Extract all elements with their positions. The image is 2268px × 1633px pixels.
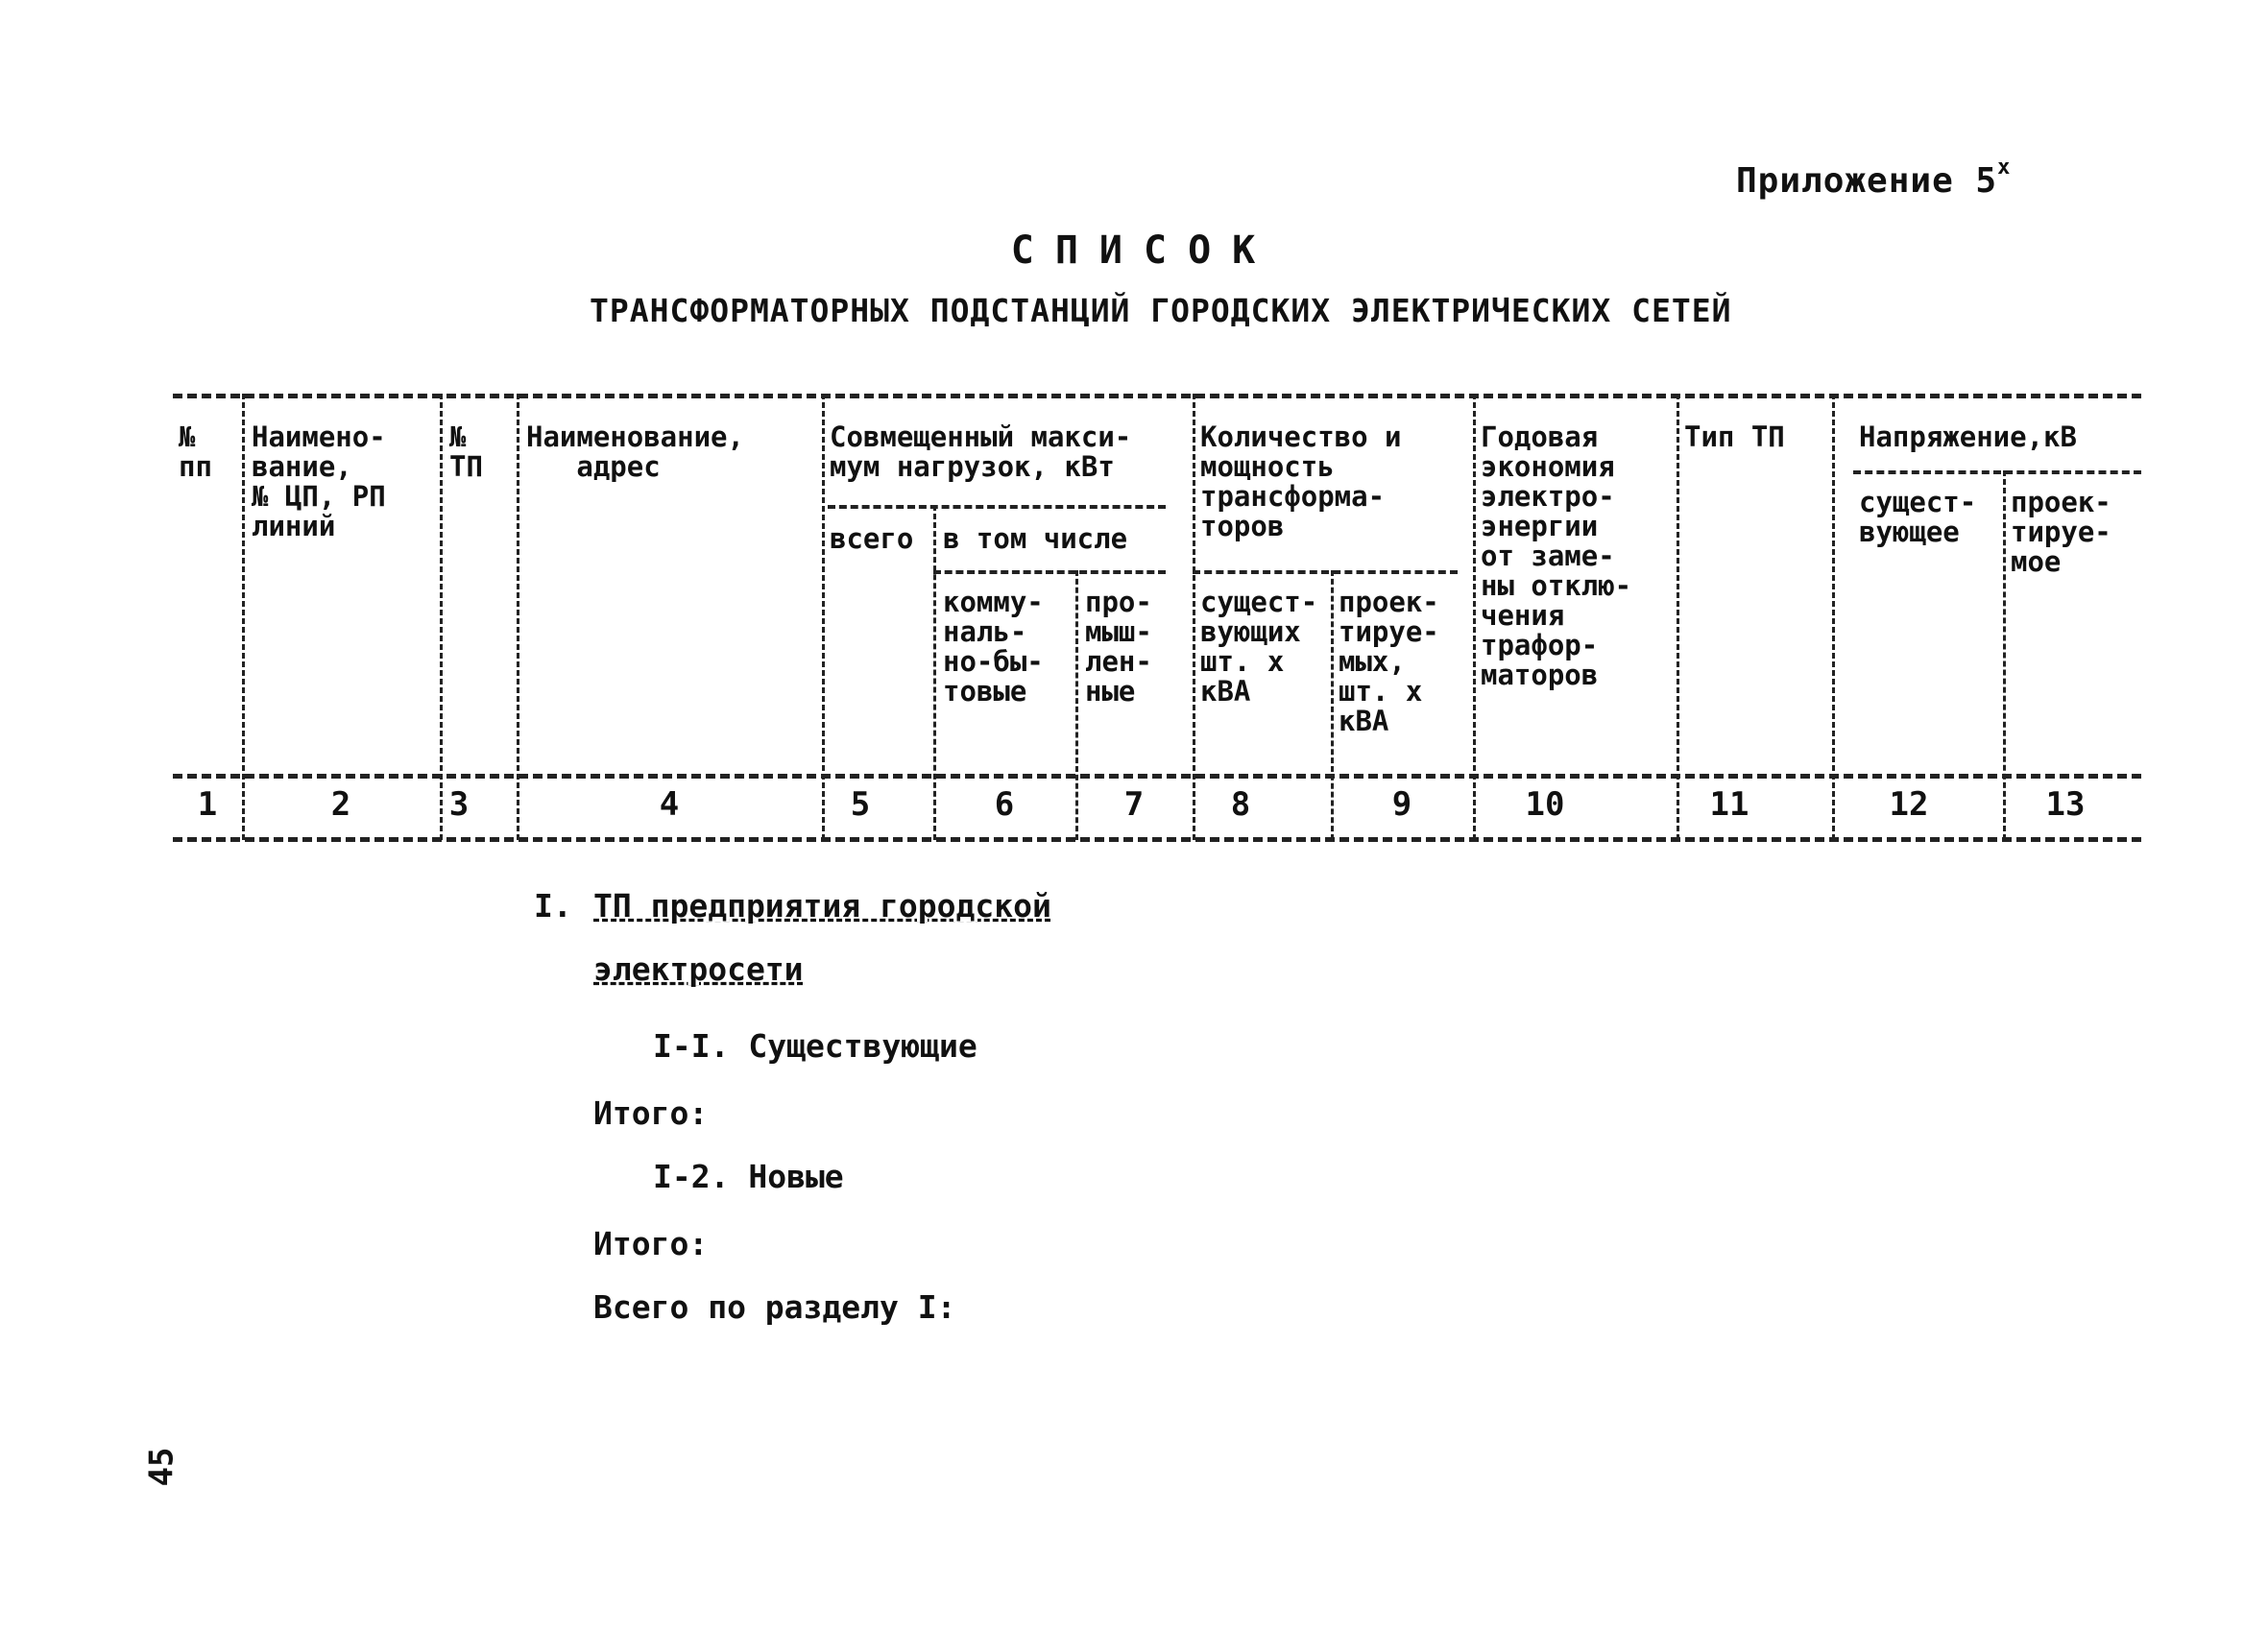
header-c8: сущест- вующих шт. х кВА <box>1200 586 1318 708</box>
section-1-title-cont: электросети <box>593 950 804 988</box>
header-c1: № пп <box>179 420 212 483</box>
header-trans-group: Количество и мощность трансформа- торов <box>1200 420 1402 542</box>
col-divider <box>1193 394 1195 840</box>
header-c6: комму- наль- но-бы- товые <box>943 586 1044 708</box>
header-c5: всего <box>830 522 914 555</box>
col-number: 6 <box>994 785 1015 824</box>
col-number: 4 <box>659 785 680 824</box>
document-title: СПИСОК <box>1010 228 1277 273</box>
table-top-rule <box>173 394 2141 398</box>
header-volt-group: Напряжение,кВ <box>1859 420 2077 453</box>
col-number: 13 <box>2045 785 2086 824</box>
header-c13: проек- тируе- мое <box>2011 486 2111 578</box>
table-numbers-bottom-rule <box>173 837 2141 842</box>
header-c2: Наимено- вание, № ЦП, РП линий <box>252 420 386 542</box>
load-group-rule <box>828 505 1166 509</box>
section-1-title: ТП предприятия городской <box>593 887 1051 925</box>
subsection-new: I-2. Новые <box>653 1158 844 1195</box>
col-number: 5 <box>850 785 871 824</box>
col-number: 1 <box>197 785 218 824</box>
header-c10: Годовая экономия электро- энергии от заме- ны отклю- чения трафор- маторов <box>1481 420 1632 691</box>
col-divider <box>1473 394 1476 840</box>
subtotal-existing: Итого: <box>593 1094 709 1132</box>
col-divider <box>517 394 519 840</box>
header-c4: Наименование, адрес <box>526 420 744 483</box>
document-subtitle: ТРАНСФОРМАТОРНЫХ ПОДСТАНЦИЙ ГОРОДСКИХ ЭЛЕКТРИЧЕСКИХ СЕТЕЙ <box>590 292 1732 329</box>
section-1-total: Всего по разделу I: <box>593 1288 956 1326</box>
header-load-group: Совмещенный макси- мум нагрузок, кВт <box>830 420 1132 483</box>
col-number: 2 <box>330 785 351 824</box>
subtotal-new: Итого: <box>593 1225 709 1262</box>
header-c3: № ТП <box>449 420 483 483</box>
col-number: 7 <box>1123 785 1145 824</box>
col-divider <box>822 394 825 840</box>
appendix-label: Приложение 5$^x$ <box>1736 156 2012 201</box>
col-number: 11 <box>1709 785 1749 824</box>
header-c12: сущест- вующее <box>1859 486 1977 548</box>
col-number: 12 <box>1889 785 1929 824</box>
col-number: 10 <box>1525 785 1565 824</box>
header-c11: Тип ТП <box>1684 420 1785 453</box>
trans-group-rule <box>1193 570 1458 574</box>
header-in-that: в том числе <box>943 522 1128 555</box>
in-that-rule <box>933 570 1166 574</box>
page-number: 45 <box>142 1447 181 1487</box>
section-1-number: I. <box>534 887 572 925</box>
col-divider <box>1832 394 1835 840</box>
col-divider <box>440 394 443 840</box>
header-c7: про- мыш- лен- ные <box>1085 586 1152 708</box>
col-number: 9 <box>1391 785 1412 824</box>
header-c9: проек- тируе- мых, шт. х кВА <box>1339 586 1439 737</box>
subsection-existing: I-I. Существующие <box>653 1027 977 1065</box>
volt-group-rule <box>1853 470 2141 474</box>
col-number: 8 <box>1230 785 1251 824</box>
col-divider <box>1677 394 1679 840</box>
table-header-bottom-rule <box>173 774 2141 779</box>
col-divider <box>242 394 245 840</box>
col-number: 3 <box>448 785 470 824</box>
